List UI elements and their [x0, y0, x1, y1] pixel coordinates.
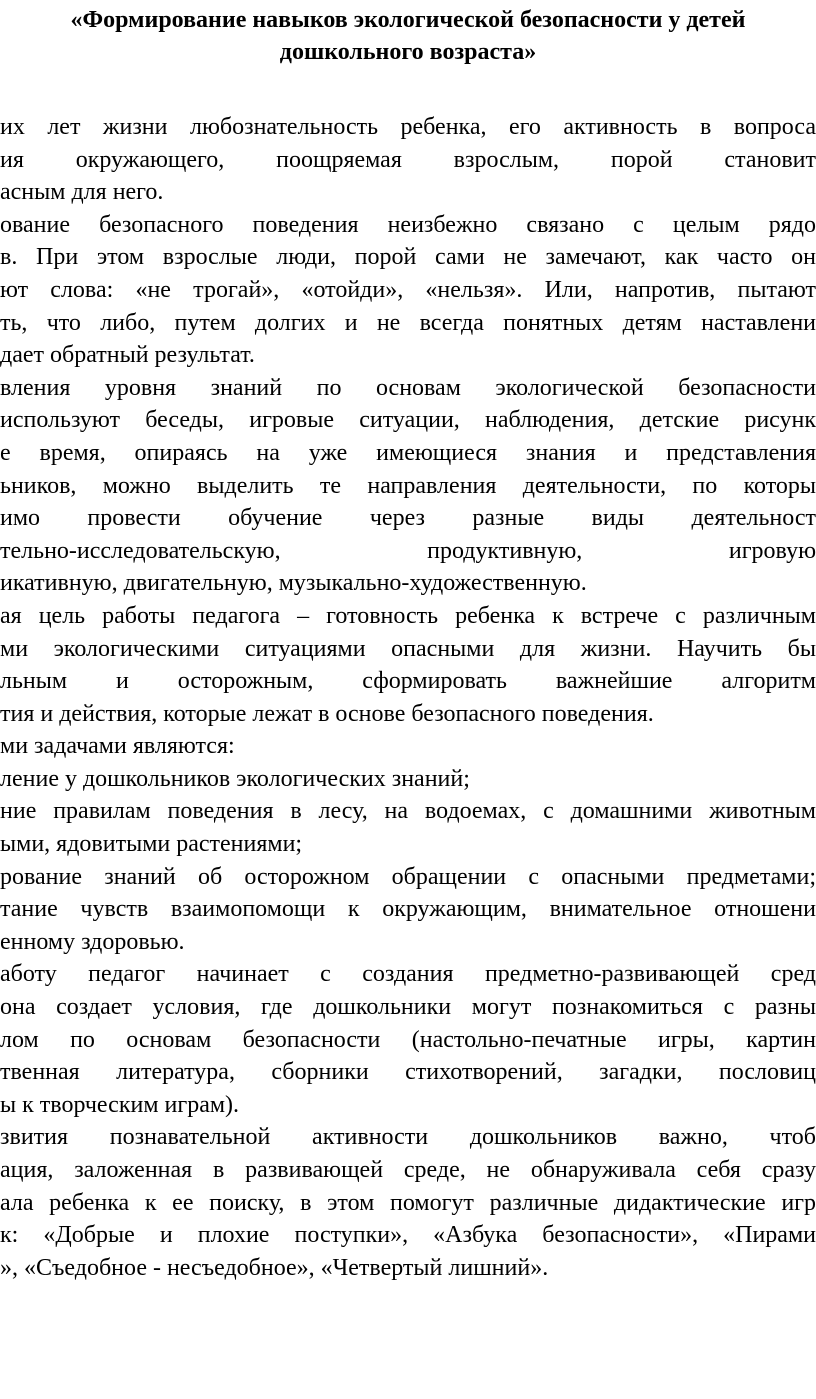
document-title: [0, 4, 816, 68]
body-text-line: ы к творческим играм).: [0, 1091, 240, 1118]
body-text-line: ьников, можно выделить те направления деятельности, по которы: [0, 472, 816, 499]
document-body: [0, 111, 816, 1284]
body-text-line: е время, опираясь на уже имеющиеся знания и представления: [0, 439, 816, 466]
body-text-line: их лет жизни любознательность ребенка, его активность в вопроса: [0, 114, 816, 140]
document-title-line: дошкольного возраста»: [279, 39, 537, 65]
body-text-line: ыми, ядовитыми растениями;: [0, 831, 303, 858]
body-text-line: ют слова: «не трогай», «отойди», «нельзя». Или, напротив, пытают: [0, 276, 816, 303]
body-text-line: рование знаний об осторожном обращении с опасными предметами;: [0, 863, 816, 890]
document-title-line: «Формирование навыков экологической безопасности у детей: [70, 7, 746, 33]
body-text-line: енному здоровью.: [0, 928, 185, 955]
body-text-line: тельно-исследовательскую, продуктивную, игровую: [0, 537, 816, 564]
body-text-line: тия и действия, которые лежат в основе безопасного поведения.: [0, 700, 654, 727]
body-text-line: в. При этом взрослые люди, порой сами не замечают, как часто он: [0, 244, 816, 271]
body-text-line: икативную, двигательную, музыкально-художественную.: [0, 570, 587, 597]
body-text-line: тание чувств взаимопомощи к окружающим, внимательное отношени: [0, 896, 816, 923]
body-text-line: она создает условия, где дошкольники могут познакомиться с разны: [0, 994, 816, 1021]
body-text-line: ми задачами являются:: [0, 733, 235, 760]
body-text-line: ия окружающего, поощряемая взрослым, порой становит: [0, 146, 816, 173]
body-text-line: ая цель работы педагога – готовность ребенка к встрече с различным: [0, 602, 816, 629]
body-text-line: ала ребенка к ее поиску, в этом помогут различные дидактические игр: [0, 1189, 816, 1216]
body-text-line: ование безопасного поведения неизбежно связано с целым рядо: [0, 211, 816, 238]
body-text-line: асным для него.: [0, 179, 164, 206]
body-text-line: вления уровня знаний по основам экологической безопасности: [0, 374, 816, 401]
body-text-line: к: «Добрые и плохие поступки», «Азбука безопасности», «Пирами: [0, 1222, 816, 1249]
body-text-line: ние правилам поведения в лесу, на водоемах, с домашними животным: [0, 798, 816, 825]
body-text-line: льным и осторожным, сформировать важнейшие алгоритм: [0, 668, 816, 695]
body-text-line: ация, заложенная в развивающей среде, не обнаруживала себя сразу: [0, 1157, 816, 1183]
body-text-line: ление у дошкольников экологических знаний;: [0, 765, 470, 792]
body-text-line: твенная литература, сборники стихотворений, загадки, пословиц: [0, 1059, 816, 1086]
body-text-line: ть, что либо, путем долгих и не всегда понятных детям наставлени: [0, 309, 816, 336]
body-text-line: аботу педагог начинает с создания предметно-развивающей сред: [0, 961, 816, 988]
body-text-line: лом по основам безопасности (настольно-печатные игры, картин: [0, 1026, 816, 1053]
body-text-line: звития познавательной активности дошкольников важно, чтоб: [0, 1124, 816, 1151]
body-text-line: используют беседы, игровые ситуации, наблюдения, детские рисунк: [0, 407, 816, 434]
body-text-line: дает обратный результат.: [0, 342, 255, 369]
body-text-line: ми экологическими ситуациями опасными для жизни. Научить бы: [0, 635, 816, 662]
body-text-line: имо провести обучение через разные виды деятельност: [0, 505, 816, 532]
body-text-line: », «Съедобное - несъедобное», «Четвертый лишний».: [0, 1254, 549, 1281]
